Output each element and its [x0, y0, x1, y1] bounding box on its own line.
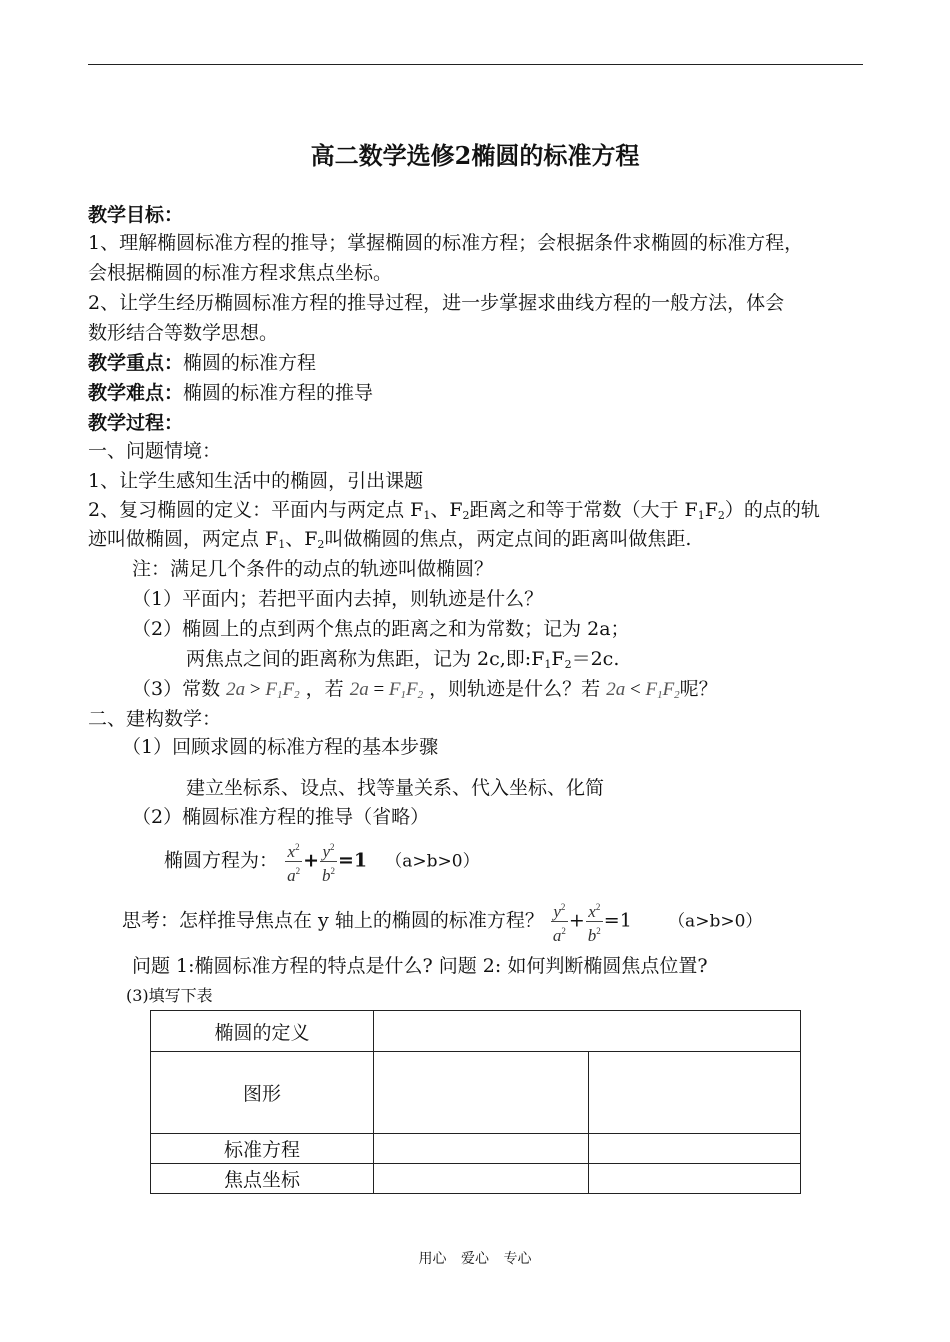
- goal-2-line-1: 2、让学生经历椭圆标准方程的推导过程，进一步掌握求曲线方程的一般方法，体会: [88, 292, 785, 314]
- table-cell-blank[interactable]: [374, 1052, 589, 1134]
- section-2-heading: 二、建构数学：: [88, 708, 222, 730]
- math-term: 2a: [606, 679, 626, 700]
- superscript: 2: [596, 926, 601, 936]
- text-span: ）的点的轨: [724, 499, 820, 521]
- subscript: 1: [657, 689, 663, 701]
- ellipse-equation-row: [164, 838, 480, 885]
- section-1-item-2-line-2: [88, 526, 691, 558]
- text-span: （3）常数: [132, 678, 221, 700]
- superscript: 2: [330, 866, 335, 876]
- text-span: 两焦点之间的距离称为焦距，记为 2c,即:F: [186, 648, 545, 670]
- subscript: 1: [278, 538, 286, 551]
- table-cell-blank[interactable]: [374, 1164, 589, 1194]
- section-1-heading: 一、问题情境：: [88, 440, 222, 462]
- denominator: [320, 862, 337, 885]
- table-cell-blank[interactable]: [589, 1164, 801, 1194]
- page-title: 高二数学选修2椭圆的标准方程: [310, 141, 640, 170]
- key-point-label: 教学重点：: [88, 352, 184, 374]
- goals-heading: 教学目标：: [88, 204, 184, 226]
- table-cell-blank[interactable]: [589, 1052, 801, 1134]
- text-span: 、F: [285, 528, 318, 550]
- think-row: [122, 898, 762, 945]
- table-row: [151, 1134, 801, 1164]
- math-equals-one: =1: [337, 849, 368, 872]
- text-span: 、F: [430, 499, 463, 521]
- difficulty-text: 椭圆的标准方程的推导: [183, 382, 374, 404]
- text-span: ，则轨迹是什么？若: [429, 678, 601, 700]
- table-cell-blank[interactable]: [589, 1134, 801, 1164]
- think-condition: （a>b>0）: [668, 911, 763, 932]
- subscript: 1: [423, 509, 431, 522]
- questions-line: 问题 1:椭圆标准方程的特点是什么? 问题 2: 如何判断椭圆焦点位置?: [132, 955, 708, 977]
- table-row-label: 椭圆的定义: [151, 1011, 374, 1052]
- superscript: 2: [330, 842, 335, 852]
- math-operator: =: [373, 679, 385, 700]
- math-term: F: [645, 679, 658, 700]
- think-label: 思考：怎样推导焦点在 y 轴上的椭圆的标准方程？: [122, 909, 544, 932]
- math-equals-one: =1: [603, 909, 632, 932]
- section-1-item-1: 1、让学生感知生活中的椭圆，引出课题: [88, 470, 424, 492]
- math-term: F: [388, 679, 401, 700]
- goal-1-line-1: 1、理解椭圆标准方程的推导；掌握椭圆的标准方程；会根据条件求椭圆的标准方程，: [88, 232, 804, 254]
- table-row: [151, 1052, 801, 1134]
- math-operator: +: [568, 909, 585, 932]
- math-operator: >: [249, 679, 261, 700]
- text-span: 距离之和等于常数（大于 F: [469, 499, 698, 521]
- subscript: 2: [317, 538, 325, 551]
- note: 注：满足几个条件的动点的轨迹叫做椭圆？: [132, 558, 494, 580]
- denominator: [586, 922, 603, 945]
- question-1: （1）平面内；若把平面内去掉，则轨迹是什么？: [132, 588, 544, 610]
- text-span: F: [551, 648, 565, 670]
- key-point: [88, 350, 316, 376]
- superscript: 2: [560, 902, 566, 912]
- key-point-text: 椭圆的标准方程: [183, 352, 317, 374]
- math-term: x: [588, 902, 596, 921]
- fraction-y-over-a: [551, 898, 568, 945]
- math-term: 2a: [226, 679, 246, 700]
- table-row-label: 图形: [151, 1052, 374, 1134]
- header-rule: [88, 64, 863, 65]
- math-operator: <: [629, 679, 641, 700]
- math-inequality-2: [606, 679, 679, 700]
- goal-1-line-2: 会根据椭圆的标准方程求焦点坐标。: [88, 262, 393, 284]
- text-span: 迹叫做椭圆，两定点 F: [88, 528, 279, 550]
- fraction-y-over-b: [320, 838, 337, 885]
- section-2-item-3: (3)填写下表: [126, 986, 213, 1005]
- text-span: F: [704, 499, 718, 521]
- subscript: 2: [462, 509, 470, 522]
- process-heading: 教学过程：: [88, 412, 184, 434]
- table-row-label: 标准方程: [151, 1134, 374, 1164]
- section-2-item-1-steps: 建立坐标系、设点、找等量关系、代入坐标、化简: [186, 777, 605, 799]
- numerator: [551, 898, 568, 922]
- text-span: 叫做椭圆的焦点，两定点间的距离叫做焦距.: [324, 528, 692, 550]
- table-row: [151, 1164, 801, 1194]
- math-term: F: [265, 679, 277, 700]
- subscript: 1: [544, 658, 552, 671]
- page-footer: 用心 爱心 专心: [418, 1251, 532, 1267]
- math-term: b: [587, 926, 597, 945]
- superscript: 2: [561, 926, 566, 936]
- numerator: [285, 838, 302, 862]
- math-term: 2a: [349, 679, 369, 700]
- math-term: F: [282, 679, 295, 700]
- math-term: F: [662, 679, 675, 700]
- text-span: ，若: [305, 678, 344, 700]
- math-term: y: [322, 842, 330, 861]
- subscript: 2: [564, 658, 572, 671]
- superscript: 2: [295, 866, 301, 876]
- denominator: [285, 862, 302, 885]
- table-cell-blank[interactable]: [374, 1134, 589, 1164]
- question-2: （2）椭圆上的点到两个焦点的距离之和为常数；记为 2a；: [132, 618, 630, 640]
- table-row: [151, 1011, 801, 1052]
- section-1-item-2-line-1: [88, 497, 820, 529]
- numerator: [586, 898, 603, 922]
- question-3: [132, 676, 718, 708]
- difficulty: [88, 380, 373, 406]
- math-term: F: [406, 679, 418, 700]
- math-term: y: [553, 902, 561, 921]
- goal-2-line-2: 数形结合等数学思想。: [88, 322, 279, 344]
- math-term: x: [287, 842, 296, 861]
- fraction-x-over-b: [586, 898, 603, 945]
- subscript: 1: [697, 509, 705, 522]
- superscript: 2: [295, 842, 300, 852]
- math-term: b: [321, 866, 331, 885]
- section-2-item-2: （2）椭圆标准方程的推导（省略）: [132, 806, 430, 828]
- subscript: 1: [276, 689, 283, 701]
- table-cell-blank[interactable]: [374, 1011, 801, 1052]
- table-row-label: 焦点坐标: [151, 1164, 374, 1194]
- subscript: 2: [294, 689, 300, 701]
- math-term: a: [287, 866, 296, 885]
- text-span: 2、复习椭圆的定义：平面内与两定点 F: [88, 499, 424, 521]
- equation-label: 椭圆方程为：: [164, 849, 279, 872]
- text-span: 呢？: [679, 678, 718, 700]
- math-equation-1: [350, 679, 423, 700]
- difficulty-label: 教学难点：: [88, 382, 184, 404]
- numerator: [320, 838, 337, 862]
- section-2-item-1: （1）回顾求圆的标准方程的基本步骤: [122, 736, 439, 758]
- math-operator: +: [303, 849, 319, 872]
- denominator: [551, 922, 568, 945]
- question-2-continued: [186, 646, 619, 678]
- subscript: 2: [717, 509, 725, 522]
- fraction-x-over-a: [285, 838, 302, 885]
- superscript: 2: [595, 902, 601, 912]
- math-term: a: [552, 926, 562, 945]
- fill-in-table: [150, 1010, 801, 1194]
- text-span: ＝2c.: [571, 648, 620, 670]
- math-inequality-1: [226, 679, 299, 700]
- equation-condition: （a>b>0）: [385, 851, 480, 872]
- subscript: 2: [417, 689, 424, 701]
- subscript: 2: [674, 689, 680, 701]
- subscript: 1: [400, 689, 407, 701]
